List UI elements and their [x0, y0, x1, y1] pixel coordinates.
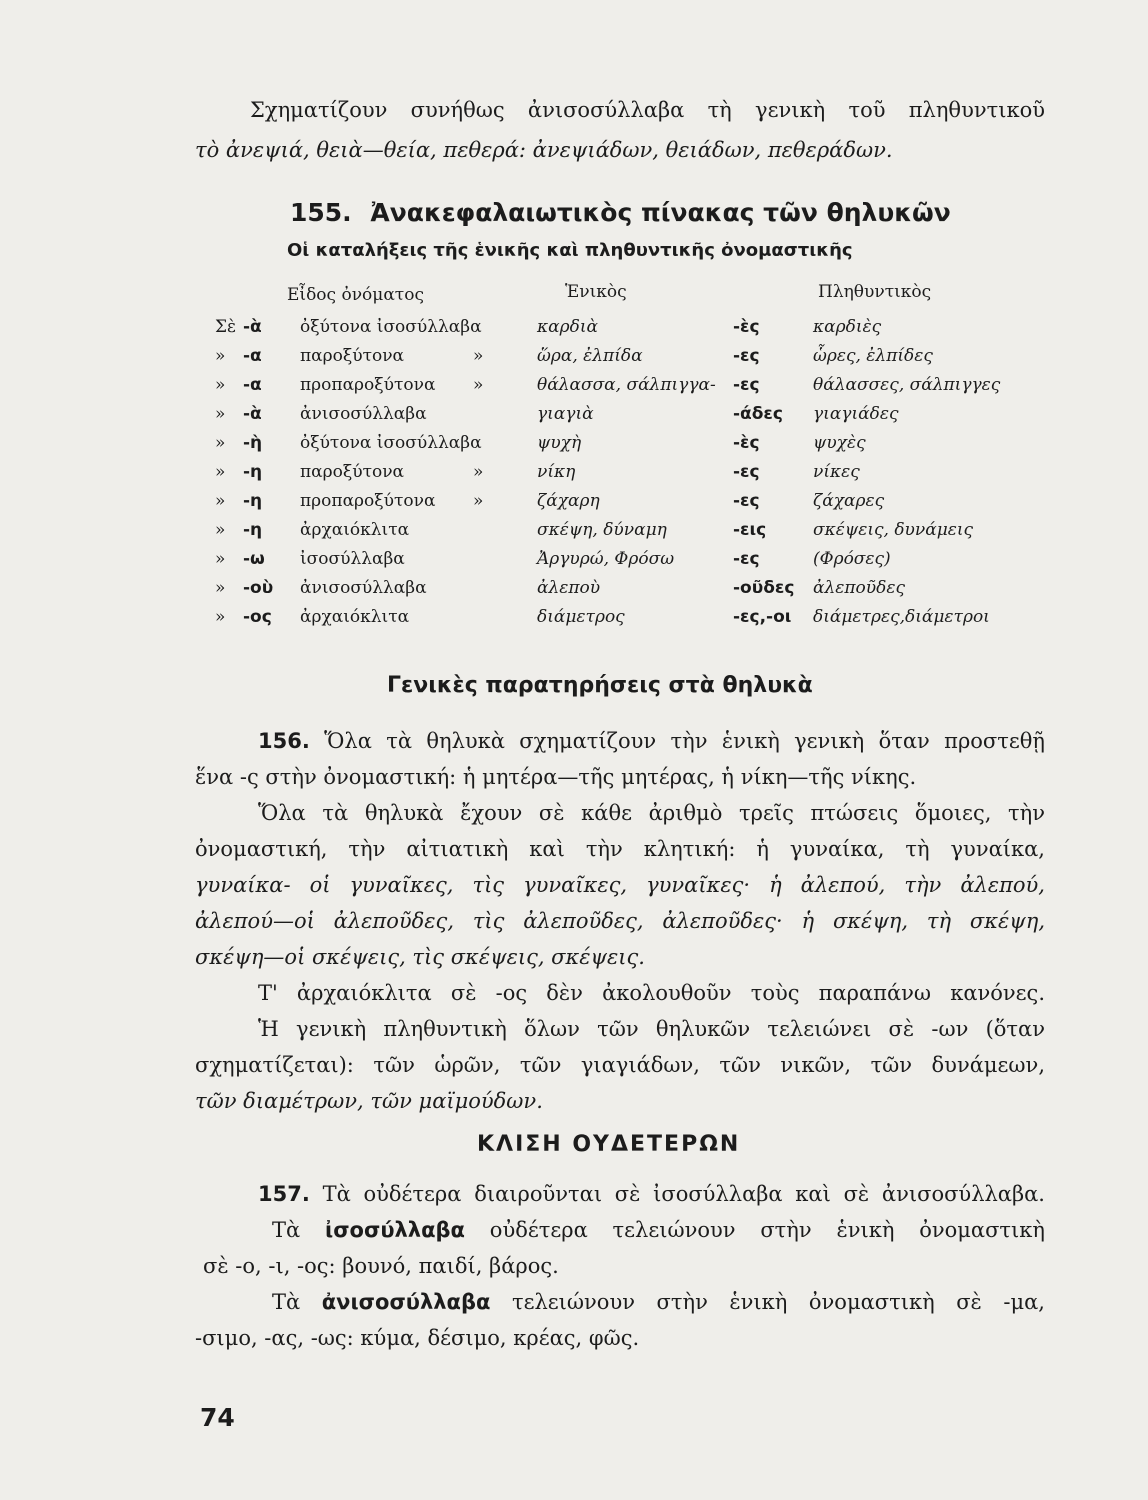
- s156-line-2: ἕνα -ς στὴν ὀνομαστική: ἡ μητέρα—τῆς μητέρας, ἡ νίκη—τῆς νίκης.: [195, 765, 917, 789]
- s156-line-4: ὀνομαστική, τὴν αἰτιατικὴ καὶ τὴν κλητική: ἡ γυναίκα, τὴ γυναίκα,: [195, 837, 1045, 861]
- row-prefix: »: [215, 520, 226, 540]
- row-singular: σκέψη, δύναμη: [537, 520, 667, 540]
- table-row: [215, 490, 1075, 516]
- neuter-declension-heading: ΚΛΙΣΗ ΟΥΔΕΤΕΡΩΝ: [477, 1132, 741, 1157]
- row-singular: θάλασσα, σάλπιγγα-: [537, 375, 716, 395]
- row-kind: προπαροξύτονα: [300, 375, 436, 395]
- row-ending: -ος: [243, 607, 272, 627]
- row-ending: -η: [243, 491, 263, 511]
- row-plural: θάλασσες, σάλπιγγες: [813, 375, 1001, 395]
- row-plural: ὧρες, ἐλπίδες: [813, 346, 933, 366]
- section-number: 156.: [258, 729, 310, 753]
- row-prefix: »: [215, 578, 226, 598]
- row-plural: ἀλεποῦδες: [813, 578, 905, 598]
- row-plural: σκέψεις, δυνάμεις: [813, 520, 974, 540]
- col-header-plural: Πληθυντικὸς: [818, 282, 932, 302]
- row-prefix: Σὲ: [215, 317, 237, 337]
- row-ending: -α: [243, 346, 262, 366]
- row-singular: καρδιὰ: [537, 317, 599, 337]
- row-plural: γιαγιάδες: [813, 404, 899, 424]
- table-row: [215, 316, 1075, 342]
- row-singular: ψυχὴ: [537, 433, 582, 453]
- section-155-heading: [290, 197, 951, 229]
- row-plural-ending: -ες,-οι: [733, 607, 792, 627]
- row-plural-ending: -ὲς: [733, 317, 760, 337]
- col-header-singular: Ἑνικὸς: [565, 282, 627, 302]
- row-plural-ending: -ες: [733, 549, 760, 569]
- table-row: [215, 374, 1075, 400]
- row-prefix: »: [215, 462, 226, 482]
- row-ending: -ω: [243, 549, 265, 569]
- row-kind: προπαροξύτονα: [300, 491, 436, 511]
- s156-line-6: ἀλεπού—οἱ ἀλεποῦδες, τὶς ἀλεποῦδες, ἀλεποῦδες· ἡ σκέψη, τὴ σκέψη,: [195, 909, 1045, 933]
- row-ending: -ὴ: [243, 433, 263, 453]
- row-kind: ἀνισοσύλλαβα: [300, 578, 427, 598]
- row-singular: διάμετρος: [537, 607, 625, 627]
- row-kind: παροξύτονα: [300, 346, 405, 366]
- s157-text: οὐδέτερα τελειώνουν στὴν ἑνικὴ ὀνομαστικὴ: [489, 1218, 1045, 1242]
- table-row: [215, 461, 1075, 487]
- term-isosyllabic: ἰσοσύλλαβα: [325, 1218, 465, 1242]
- row-ending: -η: [243, 462, 263, 482]
- page-number: 74: [200, 1403, 235, 1432]
- s157-line-4: [272, 1288, 1045, 1316]
- s156-line-8: Τ' ἀρχαιόκλιτα σὲ -ος δὲν ἀκολουθοῦν τοὺς παραπάνω κανόνες.: [258, 981, 1045, 1005]
- row-plural: νίκες: [813, 462, 860, 482]
- row-plural: καρδιὲς: [813, 317, 882, 337]
- endings-table: [215, 316, 1075, 636]
- row-ending: -ὰ: [243, 317, 262, 337]
- row-singular: ζάχαρη: [537, 491, 600, 511]
- s157-text: Τὰ: [272, 1290, 301, 1314]
- term-anisosyllabic: ἀνισοσύλλαβα: [321, 1290, 491, 1314]
- table-row: [215, 345, 1075, 371]
- row-prefix: »: [215, 346, 226, 366]
- row-ditto: »: [473, 462, 484, 482]
- row-plural-ending: -εις: [733, 520, 767, 540]
- row-plural: ψυχὲς: [813, 433, 866, 453]
- s157-text: Τὰ: [272, 1218, 301, 1242]
- row-ditto: »: [473, 346, 484, 366]
- intro-line-2: τὸ ἀνεψιά, θειὰ—θεία, πεθερά: ἀνεψιάδων, θειάδων, πεθεράδων.: [195, 138, 893, 162]
- intro-line-1: Σχηματίζουν συνήθως ἀνισοσύλλαβα τὴ γενικὴ τοῦ πληθυντικοῦ: [250, 98, 1045, 122]
- row-plural: ζάχαρες: [813, 491, 885, 511]
- row-kind: ὀξύτονα ἰσοσύλλαβα: [300, 317, 482, 337]
- row-kind: παροξύτονα: [300, 462, 405, 482]
- s157-line-2: [272, 1216, 1045, 1244]
- table-row: [215, 606, 1075, 632]
- row-kind: ἀνισοσύλλαβα: [300, 404, 427, 424]
- row-plural-ending: -ες: [733, 375, 760, 395]
- s156-line-10: σχηματίζεται): τῶν ὡρῶν, τῶν γιαγιάδων, τῶν νικῶν, τῶν δυνάμεων,: [195, 1053, 1045, 1077]
- s156-line-5: γυναίκα- οἱ γυναῖκες, τὶς γυναῖκες, γυναῖκες· ἡ ἀλεπού, τὴν ἀλεπού,: [195, 873, 1045, 897]
- row-prefix: »: [215, 433, 226, 453]
- s157-line-3: σὲ -ο, -ι, -ος: βουνό, παιδί, βάρος.: [203, 1254, 559, 1278]
- row-ending: -η: [243, 520, 263, 540]
- row-prefix: »: [215, 549, 226, 569]
- row-singular: νίκη: [537, 462, 576, 482]
- row-kind: ἀρχαιόκλιτα: [300, 607, 410, 627]
- row-plural: (Φρόσες): [813, 549, 891, 569]
- s156-line-11: τῶν διαμέτρων, τῶν μαϊμούδων.: [195, 1089, 543, 1113]
- table-row: [215, 577, 1075, 603]
- row-ending: -α: [243, 375, 262, 395]
- s157-text: τελειώνουν στὴν ἑνικὴ ὀνομαστικὴ σὲ -μα,: [512, 1290, 1045, 1314]
- table-row: [215, 403, 1075, 429]
- row-kind: ἀρχαιόκλιτα: [300, 520, 410, 540]
- row-prefix: »: [215, 491, 226, 511]
- s157-line-5: -σιμο, -ας, -ως: κύμα, δέσιμο, κρέας, φῶς.: [195, 1326, 640, 1350]
- row-plural-ending: -ες: [733, 491, 760, 511]
- row-prefix: »: [215, 404, 226, 424]
- section-number: 155.: [290, 198, 352, 227]
- s156-line-7: σκέψη—οἱ σκέψεις, τὶς σκέψεις, σκέψεις.: [195, 945, 645, 969]
- s157-text: Τὰ οὐδέτερα διαιροῦνται σὲ ἰσοσύλλαβα καὶ σὲ ἀνισοσύλλαβα.: [322, 1182, 1045, 1206]
- row-plural-ending: -ες: [733, 346, 760, 366]
- s156-line-1: [258, 727, 1045, 755]
- section-title: Ἀνακεφαλαιωτικὸς πίνακας τῶν θηλυκῶν: [370, 198, 951, 227]
- row-prefix: »: [215, 375, 226, 395]
- row-kind: ὀξύτονα ἰσοσύλλαβα: [300, 433, 482, 453]
- s156-line-9: Ἡ γενικὴ πληθυντικὴ ὅλων τῶν θηλυκῶν τελειώνει σὲ -ων (ὅταν: [258, 1017, 1045, 1041]
- row-plural-ending: -οῦδες: [733, 578, 795, 598]
- s156-line-3: Ὅλα τὰ θηλυκὰ ἔχουν σὲ κάθε ἀριθμὸ τρεῖς πτώσεις ὅμοιες, τὴν: [258, 801, 1045, 825]
- row-plural: διάμετρες,διάμετροι: [813, 607, 990, 627]
- table-row: [215, 432, 1075, 458]
- section-number: 157.: [258, 1182, 310, 1206]
- row-singular: ἀλεποὺ: [537, 578, 601, 598]
- row-plural-ending: -ες: [733, 462, 760, 482]
- row-ditto: »: [473, 491, 484, 511]
- row-plural-ending: -άδες: [733, 404, 783, 424]
- row-ending: -οὺ: [243, 578, 274, 598]
- row-ditto: »: [473, 375, 484, 395]
- row-plural-ending: -ὲς: [733, 433, 760, 453]
- col-header-kind: Εἶδος ὀνόματος: [287, 285, 424, 305]
- row-singular: γιαγιὰ: [537, 404, 594, 424]
- row-kind: ἰσοσύλλαβα: [300, 549, 405, 569]
- general-remarks-heading: Γενικὲς παρατηρήσεις στὰ θηλυκὰ: [387, 673, 813, 698]
- row-prefix: »: [215, 607, 226, 627]
- s156-text: Ὅλα τὰ θηλυκὰ σχηματίζουν τὴν ἑνικὴ γενικὴ ὅταν προστεθῇ: [324, 729, 1045, 753]
- row-ending: -ὰ: [243, 404, 262, 424]
- table-row: [215, 548, 1075, 574]
- table-row: [215, 519, 1075, 545]
- row-singular: ὥρα, ἐλπίδα: [537, 346, 643, 366]
- section-155-subtitle: Οἱ καταλήξεις τῆς ἑνικῆς καὶ πληθυντικῆς ὀνομαστικῆς: [287, 240, 853, 261]
- row-singular: Ἀργυρώ, Φρόσω: [537, 549, 675, 569]
- s157-line-1: [258, 1180, 1045, 1208]
